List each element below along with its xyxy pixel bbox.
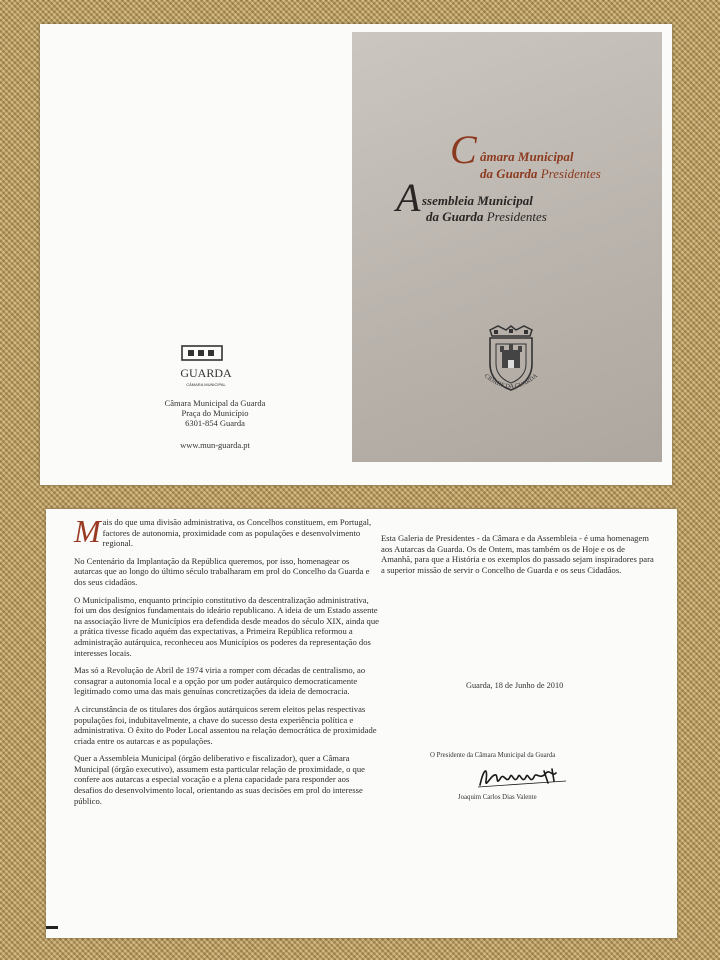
- title1: âmara Municipal: [480, 149, 574, 164]
- logo-subtext: CÂMARA MUNICIPAL: [186, 382, 226, 387]
- title1-line2: da Guarda Presidentes: [480, 166, 601, 181]
- brochure-cover-sheet: [40, 24, 672, 485]
- title2-line2: da Guarda Presidentes: [426, 209, 547, 224]
- edge-mark: [46, 926, 58, 929]
- letter-left-column: [74, 513, 379, 813]
- paragraph: Esta Galeria de Presidentes - da Câmara e da Assembleia - é uma homenagem aos Autarcas da Guarda. Os de Ontem, mas também os de Hoje e os de Amanhã, para que a História e os exemplos do passado sejam inspiradores para a superior missão de servir o Concelho de Guarda e os seus Cidadãos.: [381, 533, 654, 575]
- title1-initial: C: [450, 127, 477, 172]
- coat-of-arms-icon: [480, 324, 542, 394]
- paragraph: Quer a Assembleia Municipal (órgão deliberativo e fiscalizador), quer a Câmara Municipal (órgão executivo), assumem esta particular relação de proximidade, o que confere aos autarcas a especial vocação e a plena capacidade para responder aos desafios do desenvolvimento local, orientando as suas decisões em prol do interesse público.: [74, 753, 365, 806]
- address-block: [140, 398, 290, 450]
- svg-text:CIDADE DA GUARDA: [483, 373, 540, 390]
- title2: ssembleia Municipal: [422, 193, 533, 208]
- title2-initial: A: [396, 175, 421, 220]
- letter-sheet: [46, 509, 677, 938]
- signature-icon: [474, 763, 574, 793]
- signatory-name: Joaquim Carlos Dias Valente: [458, 794, 537, 801]
- paragraph: No Centenário da Implantação da República queremos, por isso, homenagear os autarcas que ao longo do último século trabalharam em prol do Concelho da Guarda e dos seus cidadãos.: [74, 555, 370, 587]
- signatory-title: O Presidente da Câmara Municipal da Guarda: [430, 752, 556, 759]
- letter-right-column: [381, 533, 656, 575]
- paragraph: A circunstância de os titulares dos órgãos autárquicos serem eleitos pelas respectivas populações foi, indubitavelmente, a chave do sucesso desta experiência política e administrativa. O êxito do Poder Local assentou na relação democrática de proximidade criada entre os autarcas e as populações.: [74, 703, 377, 746]
- address-line: Praça do Município: [181, 408, 249, 418]
- dropcap: M: [74, 513, 101, 549]
- paragraph: Mas só a Revolução de Abril de 1974 viria a romper com décadas de centralismo, ao consagrar a autonomia local e a opção por um poder autárquico democraticamente legitimado como uma das mais genuínas concretizações da ideia de democracia.: [74, 665, 366, 697]
- guarda-logo: [176, 344, 236, 392]
- front-cover: [352, 32, 662, 462]
- website-link[interactable]: www.mun-guarda.pt: [180, 440, 250, 450]
- paragraph: O Municipalismo, enquanto princípio constitutivo da descentralização administrativa, foi um dos desígnios fundamentais do ideário republicano. A ideia de um Estado assente na associação livre de Municípios era defendida desde meados do século XIX, ainda que a prática tivesse ficado aquém das expectativas, a Primeira República reformou a administração autárquica, reconheceu aos Municípios os poderes da representação dos interesses locais.: [74, 594, 379, 658]
- letter-date: Guarda, 18 de Junho de 2010: [466, 681, 564, 690]
- logo-text: GUARDA: [180, 366, 232, 380]
- coat-motto: CIDADE DA GUARDA: [482, 373, 540, 391]
- address-line: 6301-854 Guarda: [185, 418, 245, 428]
- paragraph: Mais do que uma divisão administrativa, os Concelhos constituem, em Portugal, factores de autonomia, proximidade com as populações e desenvolvimento regional.: [74, 513, 372, 549]
- address-line: Câmara Municipal da Guarda: [164, 398, 266, 408]
